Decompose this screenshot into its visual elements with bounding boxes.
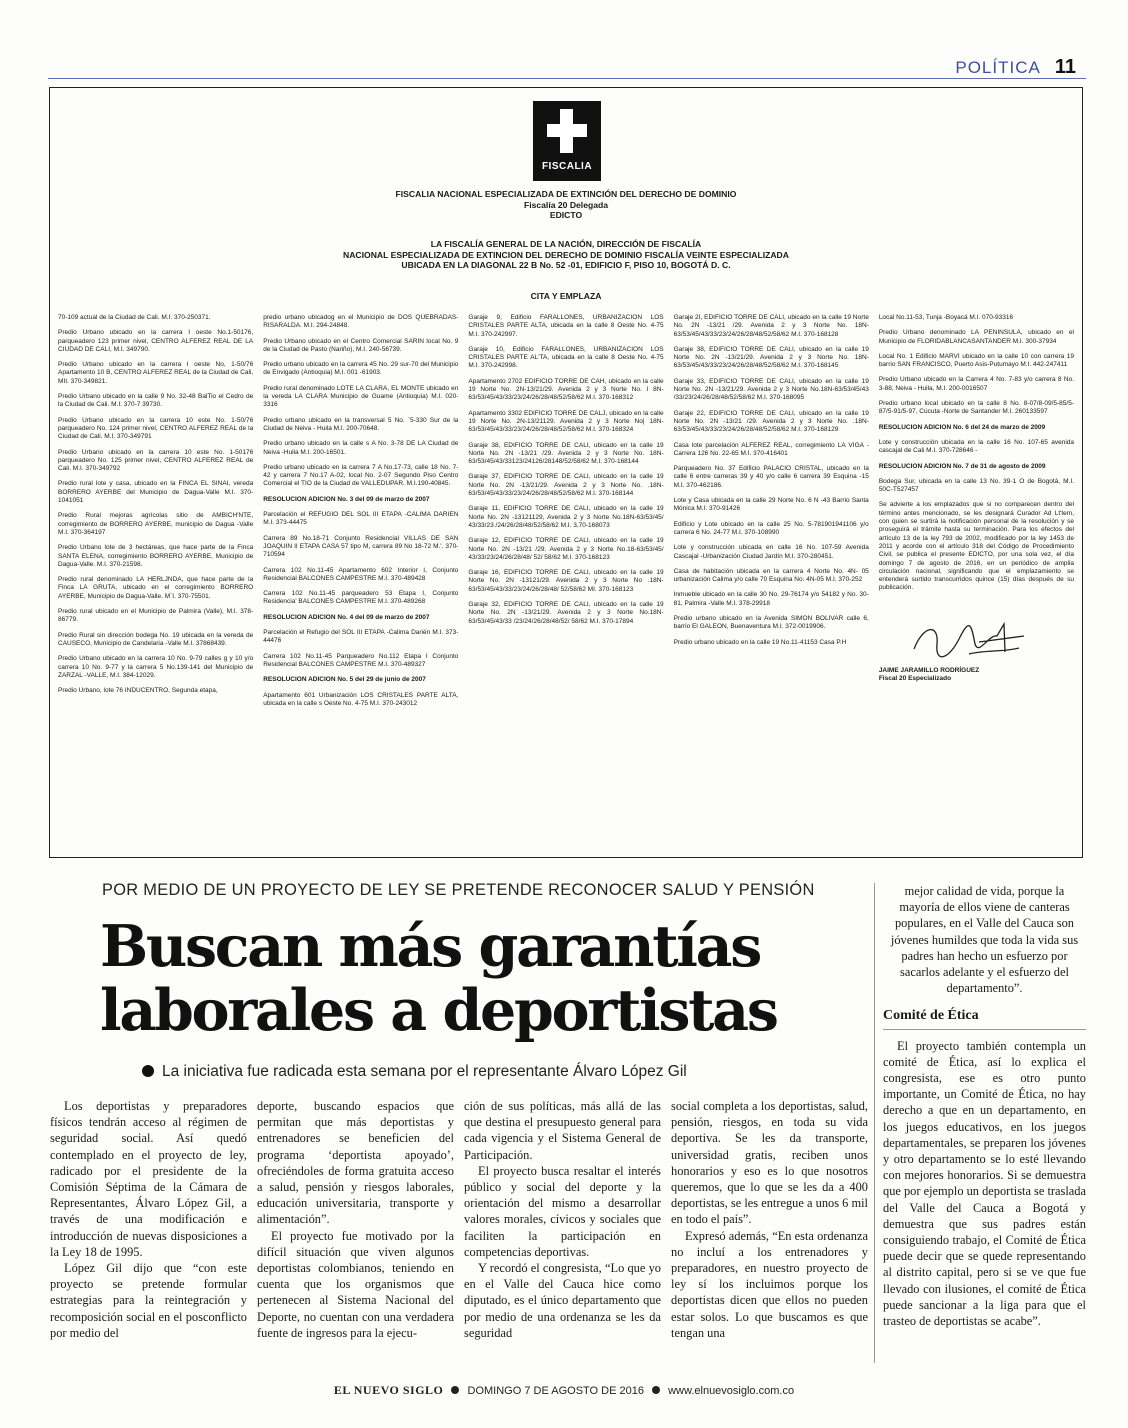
edict-entry: 70-109 actual de la Ciudad de Cali. M.I. 370-250371. <box>58 314 211 321</box>
signature-name: JAIME JARAMILLO RODRÍGUEZ <box>878 667 980 675</box>
edict-notice <box>49 87 1083 858</box>
bullet-icon <box>142 1065 154 1077</box>
article-paragraph: social completa a los deportistas, salud, pensión, riesgos, en toda su vida deportiva. Se les da transporte, universidad gratis, reciben unos honorarios y eso es lo que nosotros queremos, que lo que se les da a 400 deportistas, se les entregue a unos 6 mil en todo el país”. <box>671 1099 868 1227</box>
bullet-icon <box>451 1386 459 1394</box>
edict-entry: Garaje 11, EDIFICIO TORRE DE CALI, ubicado en la calle 19 Norte No. 2N -13121129, Avenida 2 y 3 Norte No.18N-63/53/45/ 43/33/23 /24/26/28/48/52/58/62 M.I. 3,70-168073 <box>468 505 664 529</box>
edict-entry: Garaje 38, EDIFICIO TORRE DE CALI, ubicado en la calle 19 Norte No. 2N -13/21/29. Avenida 2 y 3 Norte No. 18N-63/53/45/43/33/23/24/26/28/48/52/58/62 M.I. 370-168145 <box>673 345 869 370</box>
edict-entry: Casa lote parcelación ALFEREZ REAL, corregimiento LA VIGA -Carrera 126 No. 22-65 M.I. 370-416401 <box>673 441 869 457</box>
edict-entry: Predio Urbano ubicado en la carrera I oeste No.1-50176, parqueadero 123 primer nivel, CENTRO ALFEREZ REAL DE LA CIUDAD DE CALI, M.I. 349790. <box>58 329 254 353</box>
edict-entry: Predio rural denominado LA HERLJNDA, que hace parte de la Finca LA GRUTA, ubicado en el corregimiento BORRERO AYERBE, Municipio de Dagua-Valle. M`I. 370-75501. <box>58 576 254 600</box>
section-name: POLÍTICA <box>955 58 1041 77</box>
article-paragraph: Expresó además, “En esta ordenanza no incluí a los entrenadores y preparadores, en nuestro proyecto de ley sí los incluimos porque los deportistas dicen que ellos no pueden estar solos. Lo que buscamos es que tengan una <box>671 1228 868 1340</box>
edict-entry: Predio urbano ubicado en la carrera 45 No. 29 sur-70 del Municipio de Envigado (Antioquia) M.I. 001 -61903. <box>263 361 459 377</box>
sidebar-body: El proyecto también contempla un comité de Ética, así lo explica el congresista, ese es otro punto importante, un Comité de Ética, no hay derecho a que en un departamento, en los juegos educativos, en los juegos departamentales, se preparen los jóvenes y otro departamento se lo esté llevando con mejores honorarios. Si se demuestra que por ejemplo un deportista se traslada del Valle del Cauca a Bogotá y demuestra que sus padres están consiguiendo trabajo, el Comité de Ética puede decir que se quede representando al distrito capital, pero si se ve que fue llevado con ilusiones, el comité de Ética puede sancionar a la liga para que el trasteo de deportistas se acabe”. <box>883 1038 1087 1329</box>
edict-entry: Parcelación el REFUGIO DEL SOL III ETAPA -CALIMA DARIEN M.I. 373-44475 <box>263 511 459 527</box>
edict-entry: Predio Urbano ubicado en el Centro Comercial SARIN local No. 9 de la Ciudad de Pasto (Nariño), M.I. 240-56739. <box>263 337 459 353</box>
edict-entry: Local No.11-53, Tunja -Boyacá M.I. 070-93316 <box>878 314 1014 321</box>
edict-entry: Carrera 102 No.11-45 Apartamento 602 Interior I, Conjunto Residencial BALCONES CAMPESTRE M.I. 370-489428 <box>263 566 459 582</box>
edict-entry: RESOLUCION ADICION No. 3 del 09 de marzo de 2007 <box>263 495 430 503</box>
edict-entry: Predio Urbano ubicado en la carrera 10 este No. 1-50176 parqueadero No. 125 primer nivel, CENTRO ALFEREZ REAL de Cali. M.I. 370-349792 <box>58 448 254 473</box>
article-paragraph: deporte, buscando espacios que permitan que más deportistas y entrenadores se beneficien del programa ‘deportista apoyado’, ofreciéndoles de forma gratuita acceso a salud, pensión y riesgos laborales, educación universitaria, transporte y alimentación”. <box>257 1099 454 1227</box>
edict-entry: Carrera 102 No.11-45 parqueadero 53 Etapa I, Conjunto Residencia' BALCONES CAMPESTRE M.I. 370-489268 <box>263 590 459 606</box>
article-paragraph: El proyecto fue motivado por la difícil situación que viven algunos deportistas colombianos, teniendo en cuenta que los organismos que pertenecen al Sistema Nacional del Deporte, no cuentan con una verdadera fuente de ingresos para la ejecu- <box>257 1228 454 1340</box>
logo-text: FISCALIA <box>541 161 593 172</box>
article-paragraph: Y recordó el congresista, “Lo que yo en el Valle del Cauca hice como diputado, es el único departamento que por medio de una ordenanza se les da seguridad <box>464 1261 661 1340</box>
article-column <box>50 1098 247 1368</box>
edict-entry: Garaje 32, EDIFICIO TORRE DE CALI, ubicado en la calle 19 Norte No. 2N -13/21/29. Avenida 2 y 3 Norte No.18N-63/53/45/43/33 /23/24/26/28/48/52/ 58/62 M.I. 370-17894 <box>468 601 664 625</box>
edict-column <box>674 314 869 854</box>
article-paragraph: El proyecto busca resaltar el interés público y social del deporte y la orientación del mismo a desarrollar valores morales, cívicos y sociales que faciliten la participación en competencias deportivas. <box>464 1163 661 1259</box>
edict-intro-line: UBICADA EN LA DIAGONAL 22 B No. 52 -01, EDIFICIO F, PISO 10, BOGOTÁ D. C. <box>401 260 731 270</box>
edict-intro-line: NACIONAL ESPECIALIZADA DE EXTINCION DEL DERECHO DE DOMINIO FISCALÍA VEINTE ESPECIALIZADA <box>343 249 789 260</box>
edict-entry: Garaje 2I, EDIFICIO TORRE DE CALI, ubicado en la calle 19 Norte No. 2N -13/21 /29. Avenida 2 y 3 Norte No. 18N-63/53/45/43/33/23/24/26/28/48/52/58/62 M.I. 370-168128 <box>673 314 869 338</box>
edict-entry: RESOLUCION ADICION No. 5 del 29 de junio de 2007 <box>263 676 426 684</box>
edict-entry: Predio urbano ubicado en la calle s A No. 3-78 DE LA Ciudad de Neiva -Huila M.I. 200-16501. <box>263 440 459 456</box>
edict-entry: Se advierte a los emplazados que si no comparecen dentro del término antes mencionado, se les designará Curador Ad Lt'tem, con quien se surtirá la notificación personal de la resolución y se proseguirá el trámite hasta su terminación. Para los efectos del artículo 13 de la ley 793 de 2002, modificado por la ley 1453 de 2011 y acorde con el artículo 318 del Código de Procedimiento Civil, se publica el presente EDICTO, por una sola vez, el día domingo 7 de agosto de 2016, en un periódico de amplia circulación nacional, significando que el emplazamiento se entenderá surtido transcurridos quince (15) días después de su publicación. <box>878 501 1075 592</box>
edict-entry: Carrera 102 No.11-45 Parqueadero No.112 Etapa I Conjunto Residencial BALCONES CAMPESTRE M.I. 370-489327 <box>263 652 459 668</box>
edict-entry: Predio Urbano lote de 3 hectáreas, que hace parte de la Finca SANTA ELENA, corregimiento BORRERO AYERBE, Municipio de Dagua-Valle. M.I. 370-21598. <box>58 544 254 568</box>
edict-entry: Predio urbano ubicado en la transversal 5 No. `5-330 Sur de la Ciudad de Neiva - Huila M.I. 200-70648. <box>263 416 459 432</box>
page-header <box>955 56 1076 79</box>
headline-line: Buscan más garantías <box>100 913 761 980</box>
edict-entry: Garaje 38, EDIFICIO TORRE DE CALI, ubicado en la calle 19 Norte No. 2N -13/21 /29. Avenida 2 y 3 Norte No. 18N-63/53/45/43/33123/24126/28148/52/58/62 M.I. 370-168144 <box>468 441 664 466</box>
edict-entry: Lote y construcción ubicada en calle 16 No. 107-59 Avenida Cascajal -Urbanización Ciudad Jardín M.I. 370-280451. <box>673 544 869 560</box>
sidebar-subtitle: Comité de Ética <box>883 1008 1086 1029</box>
fiscalia-logo <box>533 101 601 181</box>
edict-entry: Inmueble ubicado en la calle 30 No. 29-76174 y/o 54182 y No. 30-81, Palmira -Valle M.I. 378-29918 <box>673 591 869 607</box>
article-paragraph: Los deportistas y preparadores físicos tendrán acceso al régimen de seguridad social. Así quedó contemplado en el proyecto de ley, radicado por el presidente de la Comisión Séptima de la Cámara de Representantes, Álvaro López Gil, a través de una modificación e introducción de nuevas disposiciones a la Ley 18 de 1995. <box>50 1099 247 1259</box>
edict-entry: Predio rural lote y casa, ubicado en la FINCA EL SINAI, vereda BORRERO AYERBE del Municipio de Dagua-Valle M.I. 370-1041051 <box>58 480 254 505</box>
article-paragraph: López Gil dijo que “con este proyecto se pretende formular estrategias para la reintegración y recomposición social en el posconflicto por medio del <box>50 1261 247 1340</box>
edict-entry: predio urbano ubicadog en el Municipio de DOS QUEBRADAS-RISARALDA. M.I. 294-24848. <box>263 314 459 330</box>
edict-entry: Predio Urbano ubicado en la calle 9 No. 32-48 BalTio el Cedro de la Ciudad de Cali. M.I. 370-7 39730. <box>58 393 254 409</box>
edict-entry: RESOLUCION ADICION No. 4 del 09 de marzo de 2007 <box>263 613 430 621</box>
footer-url: www.elnuevosiglo.com.co <box>668 1385 795 1397</box>
edict-entry: Casa de habitación ubicada en la carrera 4 Norte No. 4N- 05 urbanización Calima y/o calle 70 Esquina No. 4N-05 M.I. 370-252 <box>673 567 869 584</box>
article-kicker: POR MEDIO DE UN PROYECTO DE LEY SE PRETENDE RECONOCER SALUD Y PENSIÓN <box>102 881 815 899</box>
headline-line: laborales a deportistas <box>100 977 777 1044</box>
article-column <box>671 1098 868 1368</box>
subhead-text: La iniciativa fue radicada esta semana por el representante Álvaro López Gil <box>162 1063 687 1080</box>
edict-entry: RESOLUCION ADICION No. 7 de 31 de agosto de 2009 <box>878 462 1046 470</box>
edict-entry: Garaje 12, EDIFICIO TORRE DE CALI, ubicado en la calle 19 Norte No. 2N -13/21 /29. Avenida 2 y 3 Norte No.18-63/53/45/ 43/33/23/24/26/28/48/ 52/ 58/62 M.I. 370-168123 <box>468 537 664 561</box>
edict-column <box>468 314 663 854</box>
edict-entry: Predio Urbano ubicado en la carrera 10 No. 9-79 calles g y 10 y/o carrera 10 No. 9-77 y la carrera 5 No.139-141 del Municipio de ZARZAL -VALLE, M.I. 384-12029. <box>58 655 254 679</box>
page-number: 11 <box>1054 56 1076 78</box>
edict-entry: Predio urbano ubicado en la Avenida SIMON BOLIVAR calle 6, barrio El GALEON, Buenaventura M.I. 372-0019906. <box>673 615 869 631</box>
edict-entry: Predio Rural mejoras agrícolas sitio de AMBICH'NTE, corregimiento de BORRERO AYERBE, municipio de Dagua -Valle M.I. 370-364197 <box>58 512 254 536</box>
edict-entry: Edificio y Lote ubicado en la calle 25 No. 5-781901941106 y/o carrera 6 No. 24-77 M.I. 370-108990 <box>673 520 869 536</box>
edict-entry: Predio rural denominado LOTE LA CLARA, EL MONTE ubicado en la vereda LA CLARA Municipio de Guame (Antioquia) M.I. 020-3316 <box>263 384 459 409</box>
edict-intro <box>50 239 1082 271</box>
edict-column <box>58 314 253 854</box>
page-footer <box>0 1383 1128 1398</box>
edict-entry: Predio Urbano ubicado en la Carrera 4 No. 7-83 y/o carrera 8 No. 3-88, Neiva - Huila, M.I. 200-0016507 <box>878 376 1075 392</box>
edict-entry: Apartamento 2702 EDIFICIO TORRE DE CAH, ubicado en la calle 19 Norte No. 2N-13/21/29. Avenida 2 y 3 Norte No. I 8N-63/53/45/43/33/23/24/26/28/48/52/58/62 M.I. 370-168312 <box>468 377 664 402</box>
edict-entry: Parqueadero No. 37 Edificio PALACIO CRISTAL, ubicado en la calle 6 entre carreras 39 y 40 y/o calle 6 carrera 39 Esquina -15 M.I. 370-462186. <box>673 465 869 489</box>
edict-entry: Garaje 37, EDIFICIO TORRE DE CALI, ubicado en la calle 19 Norte No. 2N -13/21/29. Avenida 2 y 3 Norte No. .18N-63/53/45/43/33/23/24/26/28/48/52/58/62 M.I. 370-168144 <box>468 473 664 498</box>
footer-date: DOMINGO 7 DE AGOSTO DE 2016 <box>467 1385 644 1397</box>
edict-entry: Garaje 9, Edificio FARALLONES, URBANIZACION LOS CRISTALES PARTE ALTA, ubicada en la calle 8 Oeste No. 4-75 M.I. 370-242997. <box>468 314 664 338</box>
cita-y-emplaza: CITA Y EMPLAZA <box>530 291 602 301</box>
edict-entry: RESOLUCION ADICION No. 6 del 24 de marzo de 2009 <box>878 423 1046 431</box>
article-column <box>464 1098 661 1368</box>
signature-role: Fiscal 20 Especializado <box>878 675 952 683</box>
edict-entry: Carrera 89 No.18-71 Conjunto Residencial VILLAS DE SAN JOAQUIN II ETAPA CASA 57 tipo M, carrera 89 No 18-72 M.'. 370-710594 <box>263 534 459 559</box>
article-column <box>257 1098 454 1368</box>
edict-heading-line: EDICTO <box>549 210 583 220</box>
edict-entry: Parcelación el Refugio del SOL III ETAPA -Calima Darién M.I. 373-44476 <box>263 629 459 645</box>
edict-entry: Predio rural ubicado en el Municipio de Palmira (Valle), M.I. 378-86779. <box>58 608 254 624</box>
article-headline <box>100 915 840 1043</box>
edict-entry: Predio Rural sin dirección bodega No. 19 ubicada en la vereda de CAUSECO, Municipio de Candelaria -Valle M.I. 37868439. <box>58 631 254 647</box>
bullet-icon <box>652 1386 660 1394</box>
edict-entry: Predio urbano ubicado en la carrera 7 A No.17-73, calle 18 No. 7-42 y carrera 7 No.17 A-02, local No. 2-07 Segundo Piso Centro Comercial el TIO de la Ciudad de VALLEDUPAR. M.I.190-40845. <box>263 463 459 488</box>
edict-entry: Predio Urbano ubicado en la carrera 10 este No. 1-50/76 parqueadero No. 124 primer nivel, CENTRO ALFEREZ REAL de la Ciudad de Cali. M.I. 370-349791 <box>58 416 254 441</box>
edict-entry: Predio Urbano denominado LA PENINSULA, ubicado en el Municipio de FLORIDABLANCASANTANDER M.I. 300-37934 <box>878 329 1075 345</box>
edict-entry: Predio Urbano ubicado en la carrera I oeste No, 1-50/76 Apartamento 10 B, CENTRO ALFEREZ REAL de la Ciudad de Cali, MII. 370-349821. <box>58 361 254 385</box>
edict-heading-line: Fiscalía 20 Delegada <box>523 199 609 210</box>
edict-intro-line: LA FISCALÍA GENERAL DE LA NACIÓN, DIRECCIÓN DE FISCALÍA <box>430 239 702 249</box>
edict-entry: Predio Urbano, lote 76 INDUCENTRO, Segunda etapa, <box>58 687 218 695</box>
article-paragraph: ción de sus políticas, más allá de las que destina el presupuesto general para cada vigencia y el Sistema General de Participación. <box>464 1099 661 1162</box>
footer-brand: EL NUEVO SIGLO <box>333 1383 444 1397</box>
edict-entry: Predio urbano local ubicado en la calle 8 No. 8-07/8-09/5-85/5-87/5-91/5-97, Cúcuta -Norte de Santander M.I. 260133597 <box>878 400 1075 416</box>
edict-entry: Apartamento 3302 EDIFICIO TORRE DE CALJ, ubicado en la calle 19 Norte No. 2N-13/21129. Avenida 2 y 3 Norte No| 18N-63/53/45/43/33/23/24/26/28/48/52/58/62 M.I. 370-168324 <box>468 409 664 434</box>
article-subhead <box>142 1063 862 1081</box>
edict-entry: Lote y construcción ubicada en la calle 16 No. 107-65 avenida cascajal de Cali M.I. 370-728646 - <box>878 438 1075 455</box>
edict-columns <box>58 314 1074 854</box>
edict-column <box>263 314 458 854</box>
article-body <box>50 1098 868 1368</box>
sidebar-lead: mejor calidad de vida, porque la mayoría de ellos viene de canteras populares, en el Valle del Cauca son jóvenes humildes que toda la vida sus padres han hecho un esfuerzo por sacarlos adelante y el esfuerzo del departamento”. <box>890 884 1079 996</box>
header-rule <box>48 78 1086 79</box>
edict-entry: Apartamento 601 Urbanización LOS CRISTALES PARTE ALTA, ubicada en la calle s Oeste No. 4-75 M.I. 370-243012 <box>263 691 459 707</box>
article-sidebar-column <box>874 883 1086 1363</box>
edict-heading <box>50 189 1082 221</box>
edict-entry: Predio urbano ubicado en la calle 19 No.11-41153 Casa P.H <box>673 638 847 646</box>
edict-entry: Garaje 33, EDIFICIO TORRE DE CALI, ubicado en la calle 19 Norte No. 2N -13/21/29. Avenida 2 y 3 Norte No.18N-63/53/45/43 /33/23/24/26/28/48/52/58/62 M.I. 370-168095 <box>673 377 869 402</box>
edict-column <box>879 314 1074 854</box>
signature-scribble-icon <box>909 614 1029 664</box>
edict-entry: Bodega Sur, ubicada en la calle 13 No. 39-1 O de Bogotá, M.I. 50C-T527457 <box>878 477 1075 494</box>
edict-heading-line: FISCALIA NACIONAL ESPECIALIZADA DE EXTINCIÓN DEL DERECHO DE DOMINIO <box>395 189 737 199</box>
edict-entry: Local No. 1 Edificio MARVI ubicado en la calle 10 con carrera 19 barrio SAN FRANCISCO, Puerto Asis-Putumayo M.I. 442-247411 <box>878 352 1075 369</box>
edict-column-items <box>879 314 1074 593</box>
edict-entry: Garaje 22, EDIFICIO TORRE DE CALI, ubicado en la calle 19 Norte No. 2N -13/21 /29. Avenida 2 y 3 Norte No. .18N-63/53/45/43/33/23/24/26/28/48/52/58/62 M.I. 370-168129 <box>673 409 869 434</box>
edict-entry: Garaje 16, EDIFICIO TORRE DE CALI, ubicado en la calle 19 Norte No. 2N -13121/29. Avenida 2 y 3 Norte No .18N-63/53/45/43/33/23/24/26/28/48/ 52/58/62 MI. 370-168123 <box>468 569 664 593</box>
edict-entry: Lote y Casa ubicada en la calle 29 Norte No. 6 N -43 Barrio Santa Mónica M.I. 370-91426 <box>673 497 869 513</box>
edict-entry: Garaje 10, Edificio FARALLONES, URBANIZACION LOS CRISTALES PARTE AL'TA, ubicada en la calle 8 Oeste No. 4-75 M.I. 370-242998. <box>468 345 664 370</box>
